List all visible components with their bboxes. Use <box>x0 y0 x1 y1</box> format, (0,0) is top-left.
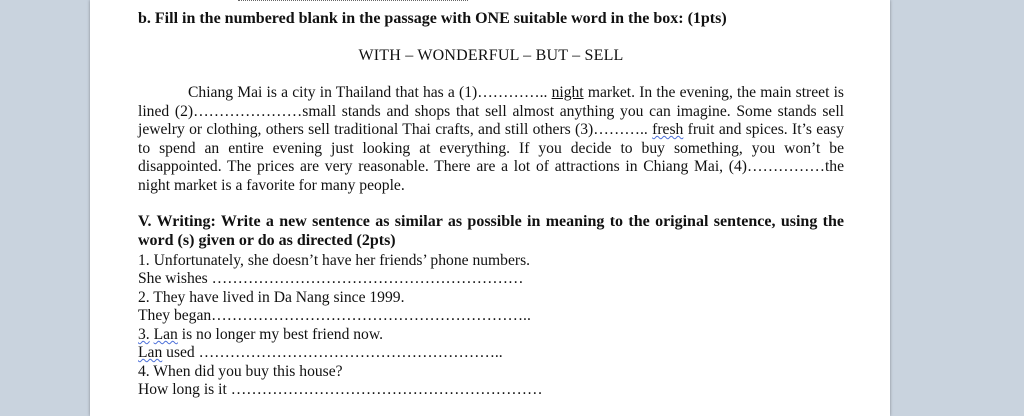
passage-text-1: Chiang Mai is a city in Thailand that has a (1)………….. <box>188 84 548 101</box>
question-1: 1. Unfortunately, she doesn’t have her friends’ phone numbers. <box>138 252 531 269</box>
question-3-name: Lan <box>153 326 178 343</box>
answer-prompt-3 <box>138 344 503 362</box>
prompt-3-text: used ………………………………………………….. <box>162 344 503 361</box>
top-dotted-line <box>238 0 468 2</box>
word-night: night <box>551 84 584 101</box>
section-b-title: b. Fill in the numbered blank in the passage with ONE suitable word in the box: (1pts) <box>138 10 727 27</box>
question-3-text: is no longer my best friend now. <box>177 326 383 343</box>
question-3 <box>138 326 383 344</box>
answer-prompt-1: She wishes …………………………………………………… <box>138 270 524 287</box>
question-3-number: 3. <box>138 326 150 343</box>
prompt-3-name: Lan <box>138 344 163 361</box>
document-page <box>90 0 890 416</box>
answer-prompt-2: They began…………………………………………………….. <box>138 307 531 324</box>
passage-text-3: fruit and spices. It’s easy to spend an entire evening just looking at everything. If you decide to buy something, you won’t be disappointed. The prices are very reasonable. There are a lot of attractions in Chiang Mai, (4)……………the night market is a favorite for many people. <box>138 121 844 194</box>
section-v-title: V. Writing: Write a new sentence as similar as possible in meaning to the original sentence, using the word (s) given or do as directed (2pts) <box>138 213 844 249</box>
question-4: 4. When did you buy this house? <box>138 363 343 380</box>
fill-in-passage <box>138 84 844 195</box>
answer-prompt-4: How long is it …………………………………………………… <box>138 381 543 398</box>
word-fresh: fresh <box>652 121 684 138</box>
question-2: 2. They have lived in Da Nang since 1999. <box>138 289 405 306</box>
word-box: WITH – WONDERFUL – BUT – SELL <box>358 47 624 64</box>
passage-text-2: market. In the evening, the main street is lined (2)…………………small stands and shops that sell almost anything you can imagine. Some stands sell jewelry or clothing, others sell traditional Thai crafts, and still others (3)……….. <box>138 84 844 138</box>
